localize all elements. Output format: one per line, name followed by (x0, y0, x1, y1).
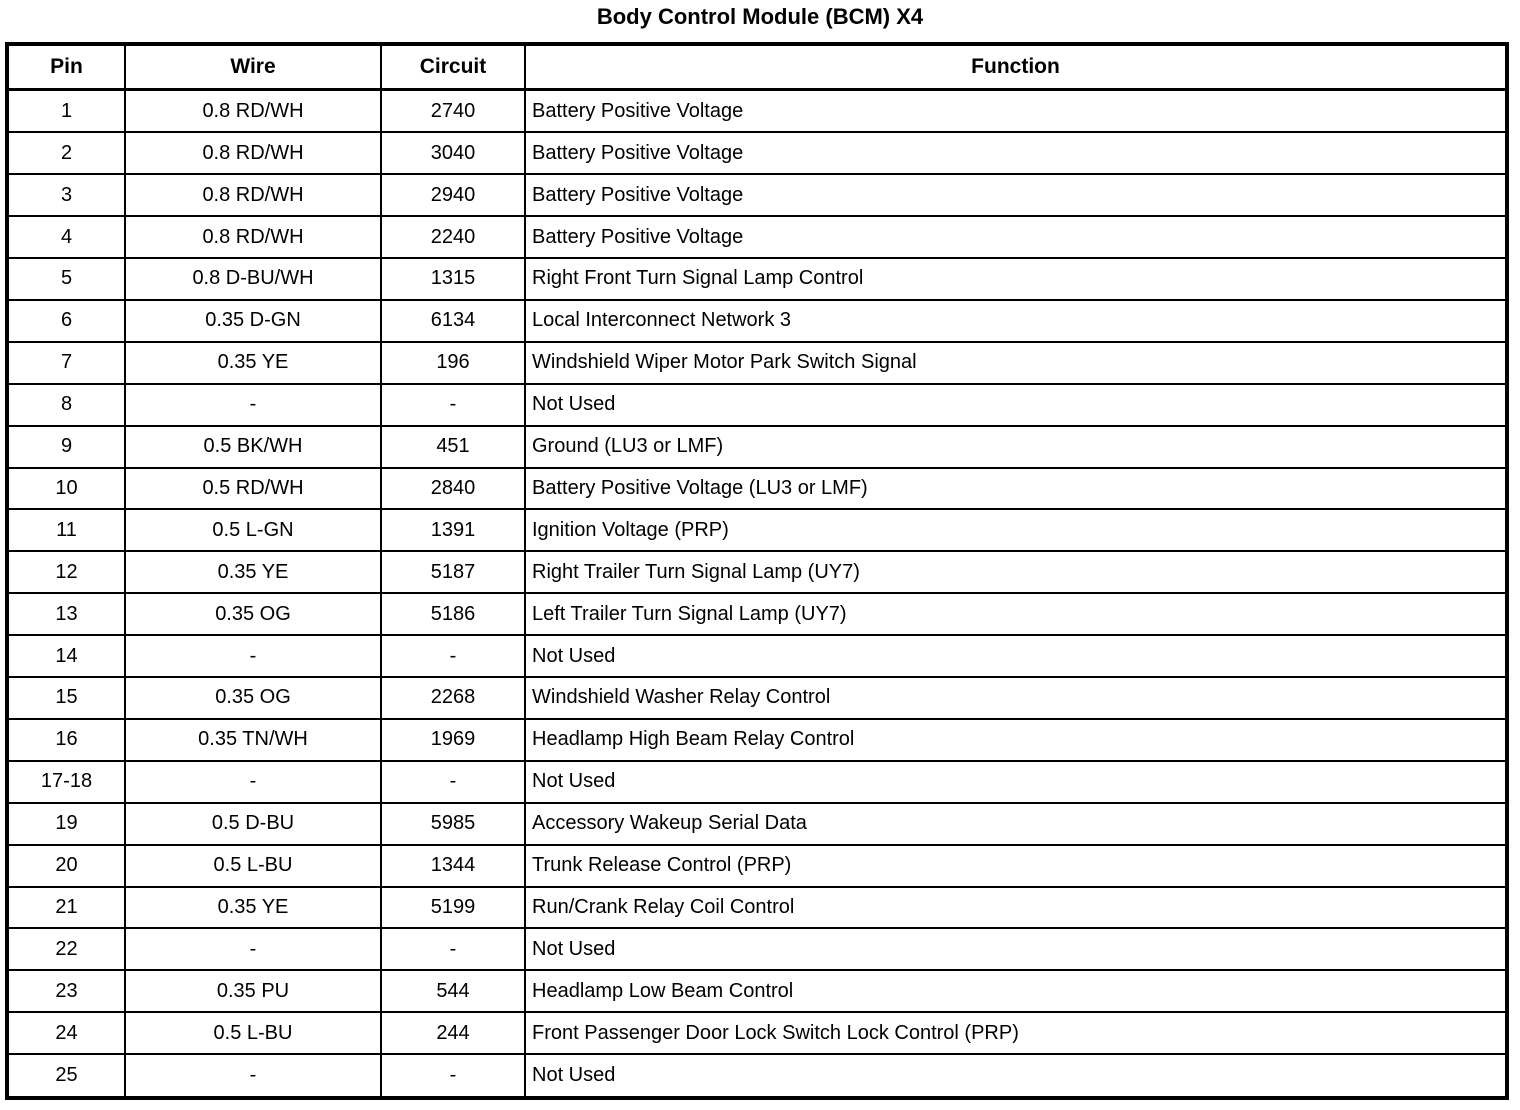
pin-cell: 15 (7, 677, 125, 719)
circuit-cell: 244 (381, 1012, 525, 1054)
pin-cell: 22 (7, 928, 125, 970)
circuit-cell: - (381, 384, 525, 426)
table-row (7, 970, 1507, 1012)
wire-cell: 0.35 PU (125, 970, 381, 1012)
wire-cell: - (125, 761, 381, 803)
table-row (7, 803, 1507, 845)
table-row (7, 551, 1507, 593)
table-row (7, 719, 1507, 761)
pin-cell: 13 (7, 593, 125, 635)
circuit-cell: 544 (381, 970, 525, 1012)
pin-cell: 7 (7, 342, 125, 384)
function-cell: Run/Crank Relay Coil Control (525, 887, 1507, 929)
table-row (7, 426, 1507, 468)
wire-cell: - (125, 635, 381, 677)
pin-cell: 23 (7, 970, 125, 1012)
function-cell: Headlamp High Beam Relay Control (525, 719, 1507, 761)
table-row (7, 258, 1507, 300)
header-row (7, 44, 1507, 90)
function-cell: Trunk Release Control (PRP) (525, 845, 1507, 887)
function-cell: Not Used (525, 761, 1507, 803)
circuit-cell: 5186 (381, 593, 525, 635)
table-row (7, 468, 1507, 510)
function-cell: Not Used (525, 1054, 1507, 1098)
wire-cell: 0.35 D-GN (125, 300, 381, 342)
circuit-cell: 451 (381, 426, 525, 468)
circuit-cell: 2940 (381, 174, 525, 216)
pinout-table-body (7, 90, 1507, 1099)
circuit-cell: - (381, 1054, 525, 1098)
circuit-cell: 196 (381, 342, 525, 384)
table-row (7, 887, 1507, 929)
wire-cell: 0.35 OG (125, 593, 381, 635)
function-cell: Not Used (525, 384, 1507, 426)
pin-cell: 21 (7, 887, 125, 929)
wire-cell: 0.5 BK/WH (125, 426, 381, 468)
circuit-cell: - (381, 761, 525, 803)
function-cell: Right Trailer Turn Signal Lamp (UY7) (525, 551, 1507, 593)
table-row (7, 342, 1507, 384)
circuit-cell: 2268 (381, 677, 525, 719)
wire-cell: 0.5 RD/WH (125, 468, 381, 510)
pin-cell: 17-18 (7, 761, 125, 803)
wire-cell: 0.5 L-BU (125, 1012, 381, 1054)
table-row (7, 216, 1507, 258)
circuit-cell: 1391 (381, 509, 525, 551)
circuit-cell: 5187 (381, 551, 525, 593)
function-cell: Battery Positive Voltage (525, 90, 1507, 133)
table-row (7, 928, 1507, 970)
pin-cell: 3 (7, 174, 125, 216)
column-header-circuit: Circuit (381, 44, 525, 90)
function-cell: Battery Positive Voltage (525, 132, 1507, 174)
wire-cell: 0.35 YE (125, 342, 381, 384)
wire-cell: 0.8 RD/WH (125, 216, 381, 258)
wire-cell: 0.8 RD/WH (125, 90, 381, 133)
table-row (7, 1012, 1507, 1054)
wire-cell: 0.8 RD/WH (125, 132, 381, 174)
table-row (7, 761, 1507, 803)
circuit-cell: 3040 (381, 132, 525, 174)
pinout-table (5, 42, 1509, 1100)
function-cell: Battery Positive Voltage (525, 216, 1507, 258)
circuit-cell: 2840 (381, 468, 525, 510)
function-cell: Headlamp Low Beam Control (525, 970, 1507, 1012)
pin-cell: 25 (7, 1054, 125, 1098)
table-row (7, 300, 1507, 342)
circuit-cell: 5985 (381, 803, 525, 845)
pin-cell: 6 (7, 300, 125, 342)
wire-cell: 0.5 L-BU (125, 845, 381, 887)
function-cell: Battery Positive Voltage (525, 174, 1507, 216)
function-cell: Left Trailer Turn Signal Lamp (UY7) (525, 593, 1507, 635)
table-row (7, 677, 1507, 719)
function-cell: Windshield Wiper Motor Park Switch Signal (525, 342, 1507, 384)
function-cell: Ignition Voltage (PRP) (525, 509, 1507, 551)
column-header-wire: Wire (125, 44, 381, 90)
table-row (7, 593, 1507, 635)
pin-cell: 10 (7, 468, 125, 510)
wire-cell: - (125, 1054, 381, 1098)
pin-cell: 16 (7, 719, 125, 761)
table-row (7, 384, 1507, 426)
wire-cell: 0.35 OG (125, 677, 381, 719)
table-row (7, 174, 1507, 216)
pin-cell: 4 (7, 216, 125, 258)
pin-cell: 9 (7, 426, 125, 468)
wire-cell: 0.35 YE (125, 887, 381, 929)
wire-cell: 0.5 D-BU (125, 803, 381, 845)
function-cell: Front Passenger Door Lock Switch Lock Control (PRP) (525, 1012, 1507, 1054)
circuit-cell: 5199 (381, 887, 525, 929)
function-cell: Not Used (525, 928, 1507, 970)
wire-cell: 0.35 TN/WH (125, 719, 381, 761)
pin-cell: 11 (7, 509, 125, 551)
table-row (7, 635, 1507, 677)
function-cell: Battery Positive Voltage (LU3 or LMF) (525, 468, 1507, 510)
wire-cell: 0.5 L-GN (125, 509, 381, 551)
circuit-cell: 1344 (381, 845, 525, 887)
table-row (7, 845, 1507, 887)
pin-cell: 8 (7, 384, 125, 426)
function-cell: Accessory Wakeup Serial Data (525, 803, 1507, 845)
table-row (7, 132, 1507, 174)
pin-cell: 20 (7, 845, 125, 887)
pin-cell: 2 (7, 132, 125, 174)
function-cell: Ground (LU3 or LMF) (525, 426, 1507, 468)
wire-cell: - (125, 928, 381, 970)
function-cell: Right Front Turn Signal Lamp Control (525, 258, 1507, 300)
wire-cell: - (125, 384, 381, 426)
circuit-cell: 1969 (381, 719, 525, 761)
column-header-function: Function (525, 44, 1507, 90)
pin-cell: 1 (7, 90, 125, 133)
pin-cell: 19 (7, 803, 125, 845)
circuit-cell: 2740 (381, 90, 525, 133)
page-title: Body Control Module (BCM) X4 (596, 4, 924, 29)
column-header-pin: Pin (7, 44, 125, 90)
function-cell: Windshield Washer Relay Control (525, 677, 1507, 719)
pin-cell: 12 (7, 551, 125, 593)
pin-cell: 14 (7, 635, 125, 677)
circuit-cell: 1315 (381, 258, 525, 300)
table-row (7, 90, 1507, 133)
table-row (7, 509, 1507, 551)
circuit-cell: 2240 (381, 216, 525, 258)
circuit-cell: 6134 (381, 300, 525, 342)
pin-cell: 5 (7, 258, 125, 300)
function-cell: Local Interconnect Network 3 (525, 300, 1507, 342)
circuit-cell: - (381, 928, 525, 970)
wire-cell: 0.8 RD/WH (125, 174, 381, 216)
pin-cell: 24 (7, 1012, 125, 1054)
table-row (7, 1054, 1507, 1098)
circuit-cell: - (381, 635, 525, 677)
function-cell: Not Used (525, 635, 1507, 677)
wire-cell: 0.35 YE (125, 551, 381, 593)
wire-cell: 0.8 D-BU/WH (125, 258, 381, 300)
